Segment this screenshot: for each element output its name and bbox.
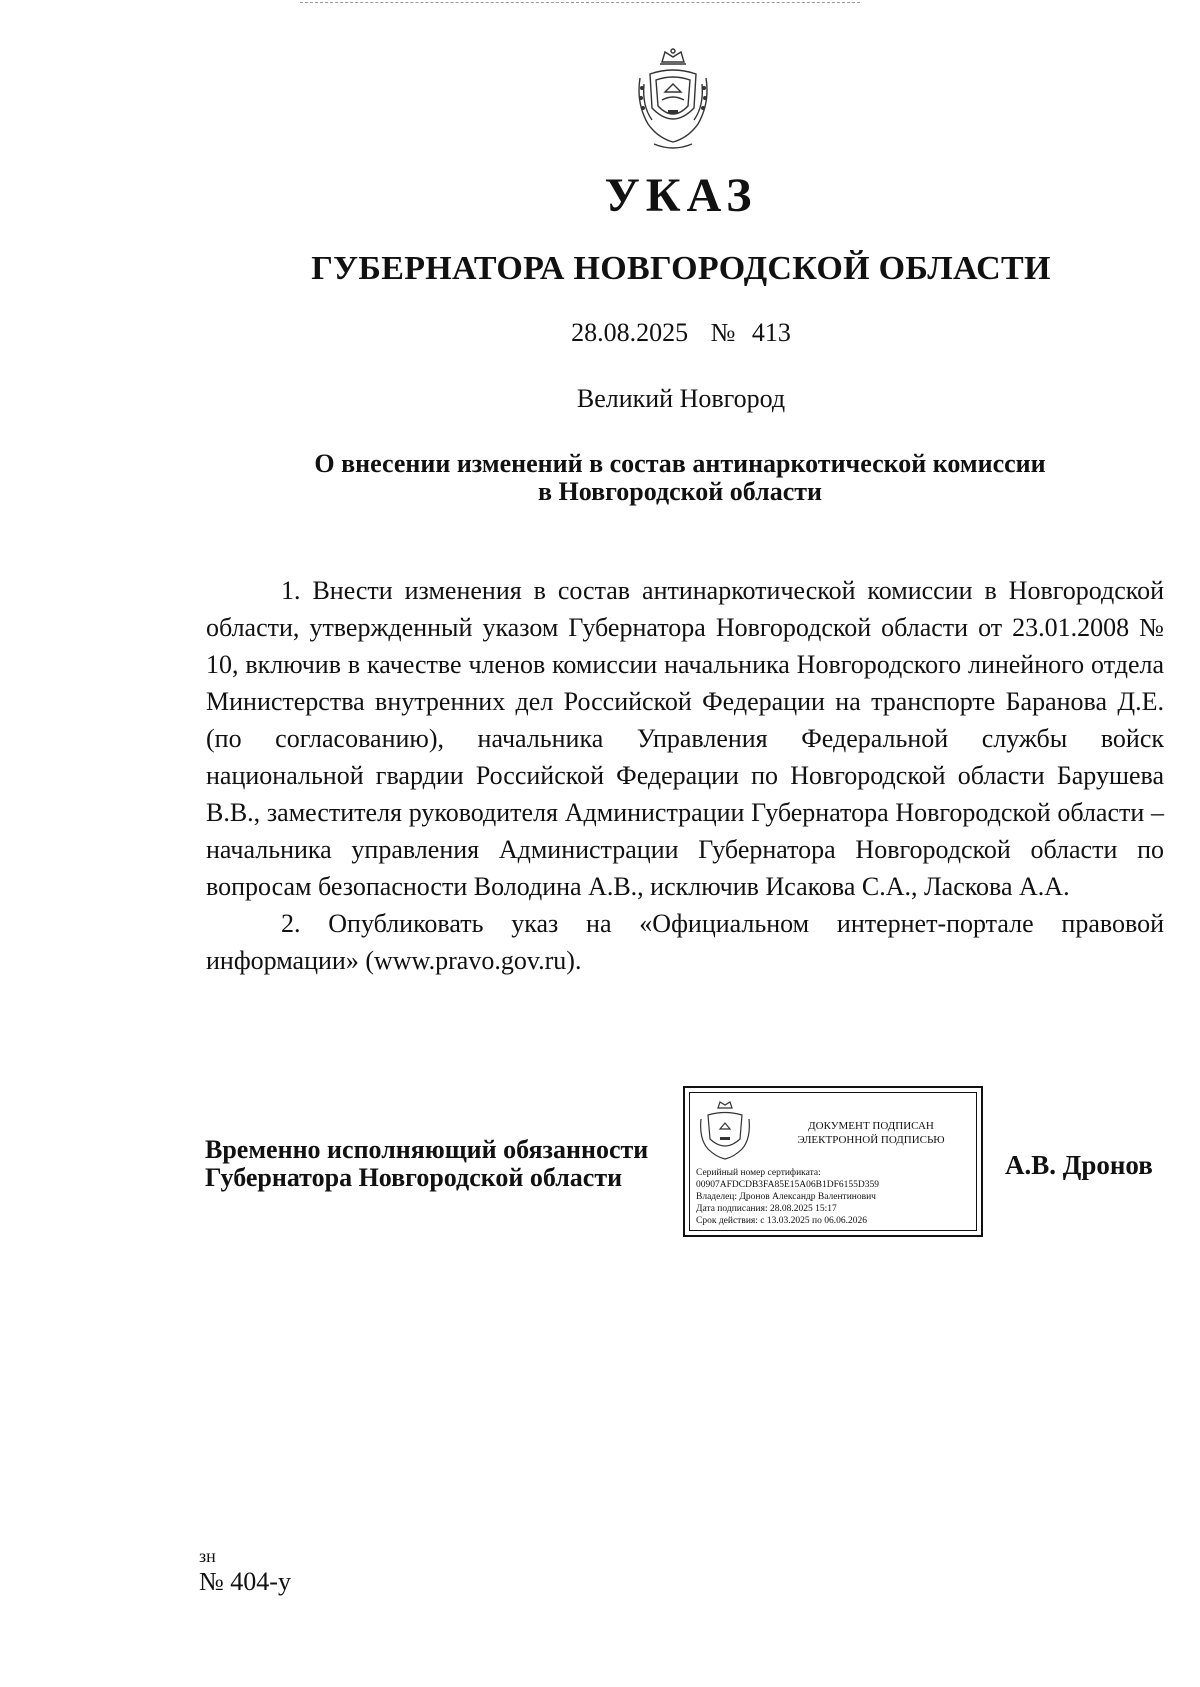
issuer-heading: ГУБЕРНАТОРА НОВГОРОДСКОЙ ОБЛАСТИ xyxy=(311,250,1051,287)
certificate-label: Серийный номер сертификата: xyxy=(696,1168,821,1178)
document-type-title: УКАЗ xyxy=(604,169,758,222)
certificate-owner: Владелец: Дронов Александр Валентинович xyxy=(696,1192,876,1202)
novgorod-coat-of-arms-icon xyxy=(696,1099,754,1163)
signing-date: Дата подписания: 28.08.2025 15:17 xyxy=(696,1204,837,1214)
novgorod-coat-of-arms-icon xyxy=(632,48,714,152)
document-body xyxy=(206,572,1164,979)
number-sign: № xyxy=(710,318,736,347)
date-number-line xyxy=(0,318,1200,348)
place-of-issue: Великий Новгород xyxy=(576,384,786,413)
body-paragraph: 1. Внести изменения в состав антинаркотической комиссии в Новгородской области, утвержденный указом Губернатора Новгородской области от 23.01.2008 № 10, включив в качестве членов комиссии начальника Новгородского линейного отдела Министерства внутренних дел Российской Федерации на транспорте Баранова Д.Е. (по согласованию), начальника Управления Федеральной службы войск национальной гвардии Российской Федерации по Новгородской области Барушева В.В., заместителя руководителя Администрации Губернатора Новгородской области – начальника управления Администрации Губернатора Новгородской области по вопросам безопасности Володина А.В., исключив Исакова С.А., Ласкова А.А. xyxy=(206,576,1164,901)
document-date: 28.08.2025 xyxy=(571,318,689,347)
body-paragraph: 2. Опубликовать указ на «Официальном интернет-портале правовой информации» (www.pravo.gov.ru). xyxy=(206,909,1164,975)
certificate-serial: 00907AFDCDB3FA85E15A06B1DF6155D359 xyxy=(696,1180,879,1190)
stamp-title xyxy=(768,1119,974,1147)
top-scan-rule xyxy=(300,2,860,3)
subject-line: О внесении изменений в состав антинаркотической комиссии xyxy=(314,449,1046,478)
signer-position xyxy=(205,1136,648,1192)
signer-name: А.В. Дронов xyxy=(1005,1150,1153,1180)
stamp-inner-frame xyxy=(689,1092,977,1231)
stamp-details xyxy=(696,1167,978,1227)
stamp-title-line: ДОКУМЕНТ ПОДПИСАН xyxy=(808,1120,934,1132)
document-number: 413 xyxy=(751,318,791,347)
reference-code: зн xyxy=(199,1546,216,1566)
document-subject xyxy=(230,450,1130,506)
electronic-signature-stamp xyxy=(683,1086,983,1237)
certificate-validity: Срок действия: с 13.03.2025 по 06.06.2026 xyxy=(696,1216,867,1226)
stamp-title-line: ЭЛЕКТРОННОЙ ПОДПИСЬЮ xyxy=(797,1134,945,1146)
subject-line: в Новгородской области xyxy=(537,477,823,506)
signer-position-line: Губернатора Новгородской области xyxy=(205,1163,623,1192)
reference-number: № 404-у xyxy=(199,1567,291,1596)
signer-position-line: Временно исполняющий обязанности xyxy=(205,1135,649,1164)
